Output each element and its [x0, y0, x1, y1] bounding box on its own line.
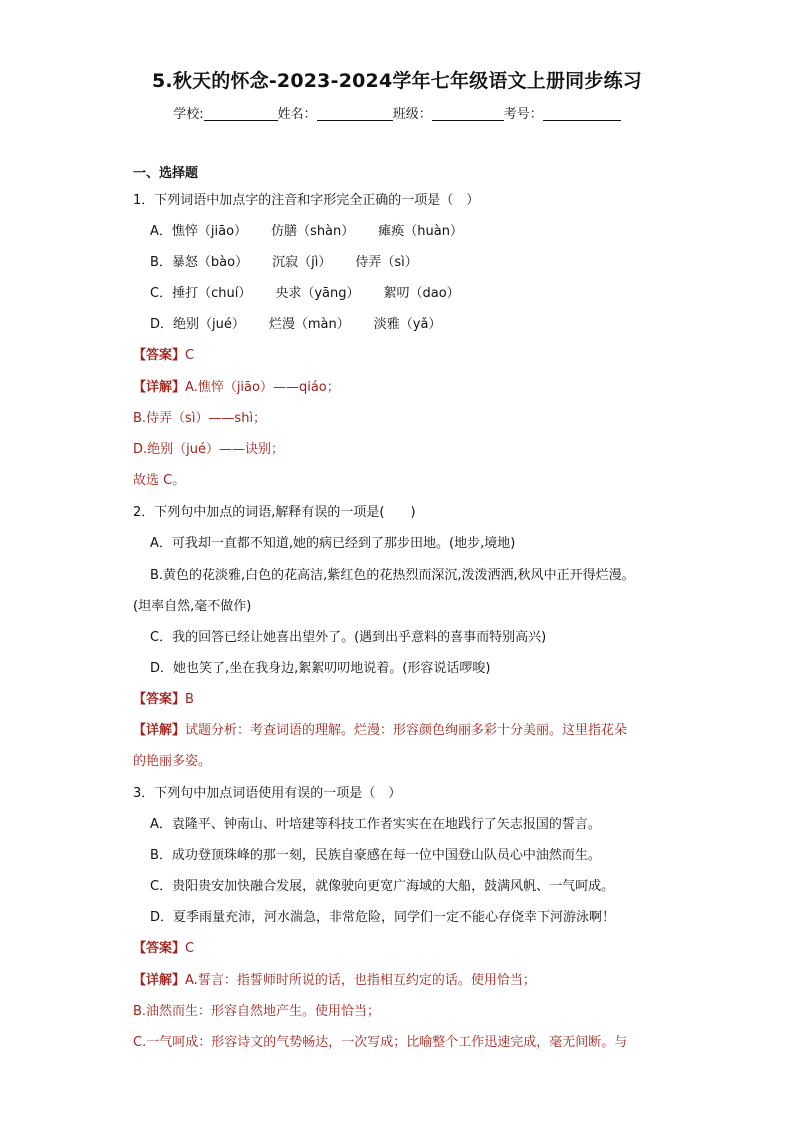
q3-option-a: A．袁隆平、钟南山、叶培建等科技工作者实实在在地践行了矢志报国的誓言。 [150, 817, 601, 832]
section-heading: 一、选择题 [133, 166, 199, 181]
q3-detail-line-2: B.油然而生：形容自然地产生。使用恰当； [133, 1004, 381, 1019]
q2-option-b: B.黄色的花淡雅,白色的花高洁,紫红色的花热烈而深沉,泼泼洒洒,秋风中正开得烂漫。 [150, 568, 635, 583]
q3-option-d: D．夏季雨量充沛，河水湍急，非常危险，同学们一定不能心存侥幸下河游泳啊！ [150, 910, 616, 925]
q1-detail-line-2: B.侍弄（sì）——shì； [133, 411, 267, 426]
class-blank[interactable] [432, 106, 504, 121]
q2-option-b-cont: (坦率自然,毫不做作) [133, 599, 252, 614]
q2-answer [133, 691, 194, 709]
q3-answer [133, 940, 194, 958]
q1-detail-label: 【详解】 [133, 380, 186, 395]
q1-b-1: B．暴怒（bào） [150, 255, 249, 270]
q3-answer-value: C [185, 941, 195, 956]
q2-detail-line-2: 的艳丽多姿。 [133, 754, 212, 769]
q1-d-2: 烂漫（màn） [268, 317, 350, 332]
exam-no-blank[interactable] [543, 106, 621, 121]
q3-option-c: C．贵阳贵安加快融合发展，就像驶向更宽广海域的大船，鼓满风帆、一气呵成。 [150, 879, 615, 894]
exam-no-label: 考号： [503, 107, 543, 122]
q2-answer-label: 【答案】 [133, 692, 186, 707]
q3-detail-line-1: A.誓言：指誓师时所说的话，也指相互约定的话。使用恰当； [185, 973, 536, 988]
q2-option-a: A．可我却一直都不知道,她的病已经到了那步田地。(地步,境地) [150, 536, 516, 551]
student-info-line [0, 103, 794, 122]
q1-b-3: 侍弄（sì） [355, 255, 418, 270]
q1-a-2: 仿膳（shàn） [271, 224, 355, 239]
q2-detail [133, 722, 627, 740]
name-label: 姓名： [277, 107, 317, 122]
q1-stem: 1．下列词语中加点字的注音和字形完全正确的一项是（ ） [133, 193, 480, 208]
name-blank[interactable] [317, 106, 393, 121]
q3-answer-label: 【答案】 [133, 941, 186, 956]
q1-c-1: C．捶打（chuí） [150, 286, 252, 301]
q2-answer-value: B [185, 692, 194, 707]
q2-detail-line-1: 试题分析：考查词语的理解。烂漫：形容颜色绚丽多彩十分美丽。这里指花朵 [185, 723, 628, 738]
q1-detail-line-1: A.憔悴（jiāo）——qiáo； [185, 380, 340, 395]
q1-c-3: 絮叨（dao） [383, 286, 460, 301]
q1-b-2: 沉寂（jì） [272, 255, 332, 270]
q1-d-3: 淡雅（yǎ） [373, 317, 442, 332]
q1-answer-label: 【答案】 [133, 348, 186, 363]
q1-answer [133, 347, 194, 365]
q1-a-3: 瘫痪（huàn） [378, 224, 463, 239]
q1-d-1: D．绝别（jué） [150, 317, 245, 332]
q2-option-c: C．我的回答已经让她喜出望外了。(遇到出乎意料的喜事而特别高兴) [150, 630, 547, 645]
q3-detail [133, 972, 536, 990]
q1-answer-value: C [185, 348, 195, 363]
q1-option-d [150, 316, 441, 334]
q3-option-b: B．成功登顶珠峰的那一刻，民族自豪感在每一位中国登山队员心中油然而生。 [150, 848, 601, 863]
document-title: 5.秋天的怀念-2023-2024学年七年级语文上册同步练习 [152, 70, 642, 92]
q3-detail-line-3: C.一气呵成：形容诗文的气势畅达，一次写成；比喻整个工作迅速完成，毫无间断。与 [133, 1035, 628, 1050]
q1-detail-line-3: D.绝别（jué）——诀别； [133, 442, 284, 457]
q1-a-1: A．憔悴（jiāo） [150, 224, 248, 239]
class-label: 班级： [392, 107, 432, 122]
q2-detail-label: 【详解】 [133, 723, 186, 738]
q1-option-b [150, 254, 418, 272]
q1-detail [133, 379, 340, 397]
q1-option-c [150, 285, 460, 303]
q3-detail-label: 【详解】 [133, 973, 186, 988]
school-blank[interactable] [204, 106, 278, 121]
q1-detail-line-4: 故选 C。 [133, 473, 186, 488]
q1-option-a [150, 223, 463, 241]
school-label: 学校: [173, 107, 204, 122]
q3-stem: 3．下列句中加点词语使用有误的一项是（ ） [133, 786, 402, 801]
q2-option-d: D．她也笑了,坐在我身边,絮絮叨叨地说着。(形容说话啰唆) [150, 661, 491, 676]
q2-stem: 2．下列句中加点的词语,解释有误的一项是( ) [133, 505, 416, 520]
q1-c-2: 央求（yāng） [275, 286, 360, 301]
